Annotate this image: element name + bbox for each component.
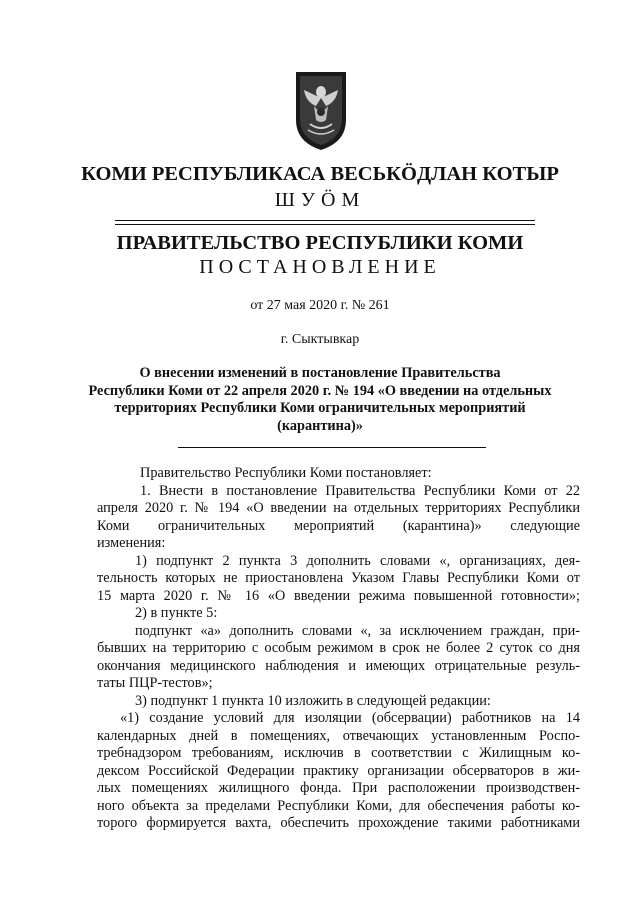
body-line: изменения: xyxy=(97,535,166,551)
body-line: «1) создание условий для изоляции (обсервации) работников на 14 xyxy=(120,710,580,726)
body-line: Коми ограничительных мероприятий (карантина)» следующие xyxy=(97,517,580,534)
resolution-title xyxy=(0,365,640,435)
body-line: 2) в пункте 5: xyxy=(135,605,218,621)
document-city: г. Сыктывкар xyxy=(280,332,360,347)
coat-of-arms-emblem xyxy=(292,68,350,152)
title-divider xyxy=(178,447,486,448)
body-line: подпункт «а» дополнить словами «, за исключением граждан, при- xyxy=(135,622,580,639)
document-body xyxy=(97,465,580,833)
body-line: апреля 2020 г. № 194 «О введении на отдельных территориях Республики xyxy=(97,500,580,516)
body-line: лых помещениях жилищного фонда. При расположении производствен- xyxy=(97,780,580,796)
title-line: (карантина)» xyxy=(277,417,363,434)
body-line: календарных дней в помещениях, отвечающих установленным Роспо- xyxy=(97,727,580,744)
body-line: 1) подпункт 2 пункта 3 дополнить словами «, организациях, дея- xyxy=(135,552,580,569)
header-double-divider xyxy=(115,220,535,225)
document-date-number: от 27 мая 2020 г. № 261 xyxy=(250,298,390,313)
body-line: тельность которых не приостановлена Указом Главы Республики Коми от xyxy=(97,570,580,586)
body-line: бывших на территорию с особым режимом в срок не более 2 суток со дня xyxy=(97,640,580,656)
body-line: ного объекта за пределами Республики Коми, для обеспечения работы ко- xyxy=(97,797,580,814)
body-line: торого формируется вахта, обеспечить прохождение такими работниками xyxy=(97,815,580,831)
body-line: дексом Российской Федерации практику организации обсерваторов в жи- xyxy=(97,762,580,779)
komi-document-type: ШУӦМ xyxy=(274,189,366,211)
title-line: О внесении изменений в постановление Правительства xyxy=(139,365,501,381)
title-line: территориях Республики Коми ограничительных мероприятий xyxy=(114,400,526,416)
body-line: требнадзором требованиям, исключив в соответствии с Жилищным ко- xyxy=(97,745,580,761)
title-line: Республики Коми от 22 апреля 2020 г. № 194 «О введении на отдельных xyxy=(88,382,552,399)
body-line: 3) подпункт 1 пункта 10 изложить в следующей редакции: xyxy=(135,692,491,709)
russian-government-title: ПРАВИТЕЛЬСТВО РЕСПУБЛИКИ КОМИ xyxy=(116,232,524,254)
russian-document-type: ПОСТАНОВЛЕНИЕ xyxy=(199,256,441,278)
komi-government-title: КОМИ РЕСПУБЛИКАСА ВЕСЬКӦДЛАН КОТЫР xyxy=(81,163,559,185)
body-line: таты ПЦР-тестов»; xyxy=(97,675,213,691)
body-line: 15 марта 2020 г. № 16 «О введении режима повышенной готовности»; xyxy=(97,587,580,604)
body-line: 1. Внести в постановление Правительства Республики Коми от 22 xyxy=(140,482,580,499)
body-line: окончания медицинского наблюдения и имеющих отрицательные резуль- xyxy=(97,657,580,674)
body-line: Правительство Республики Коми постановляет: xyxy=(140,465,432,481)
